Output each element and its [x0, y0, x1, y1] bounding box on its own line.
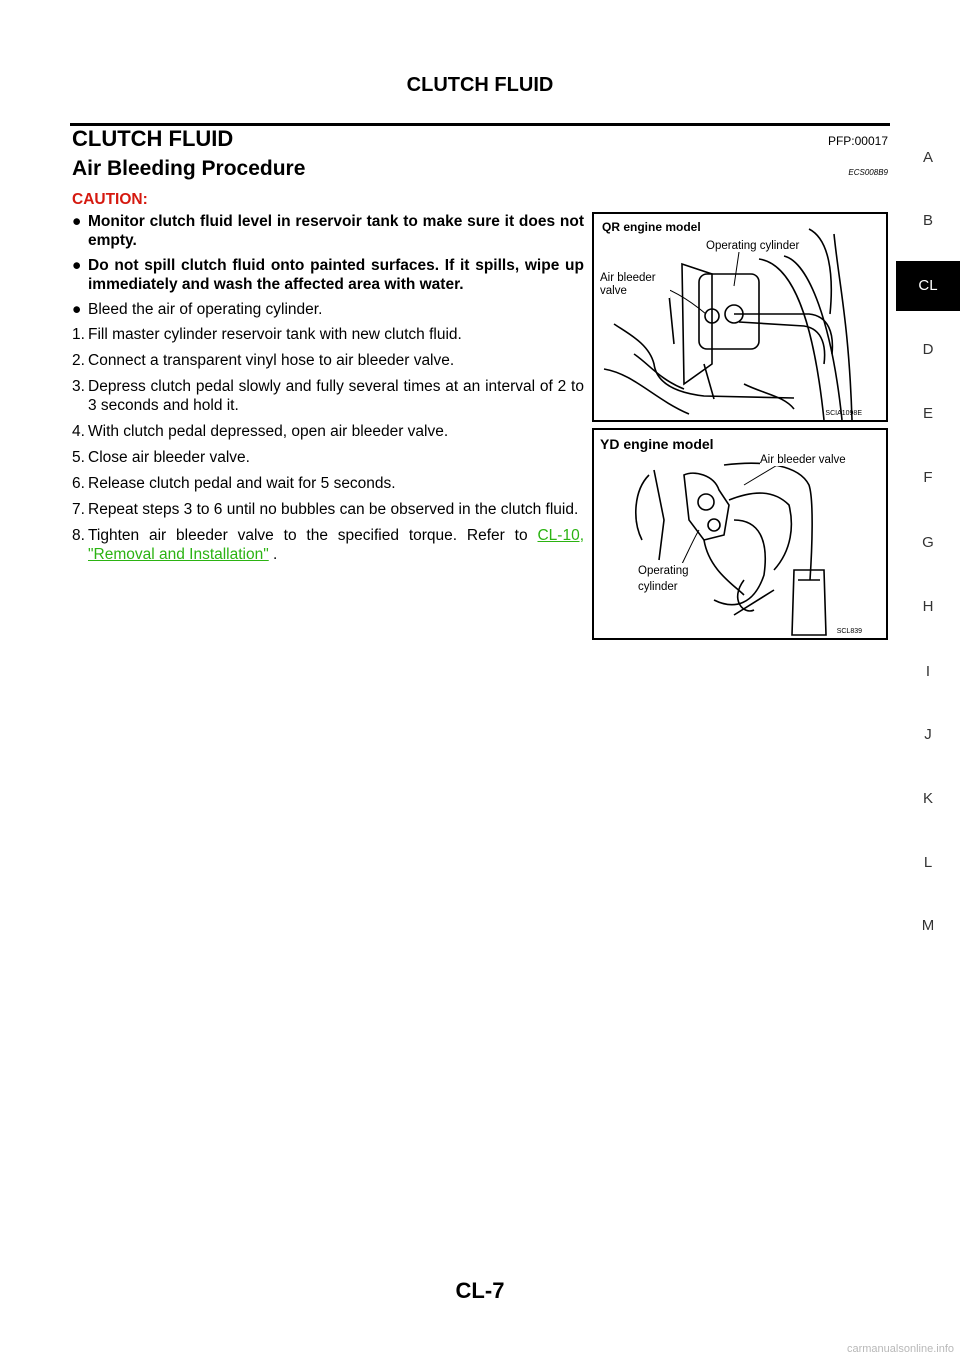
section-code: PFP:00017 — [827, 134, 888, 148]
procedure-body — [72, 190, 584, 571]
caution-item — [72, 256, 584, 294]
figure-label: Operating cylinder — [706, 240, 800, 252]
step-text: Depress clutch pedal slowly and fully several times at an interval of 2 to 3 seconds and hold it. — [88, 378, 584, 414]
step — [72, 474, 584, 493]
running-header: CLUTCH FLUID — [406, 74, 554, 96]
figure-label: Operating cylinder — [638, 563, 708, 595]
side-tab-a[interactable]: A — [922, 149, 933, 166]
cross-reference-link[interactable]: CL-10, "Removal and Installation" — [88, 527, 585, 563]
subsection-title: Air Bleeding Procedure — [72, 157, 306, 180]
step-number: 3. — [72, 378, 85, 395]
bullet-icon: ● — [72, 301, 82, 318]
side-tab-d[interactable]: D — [922, 341, 934, 358]
bullet-icon: ● — [72, 257, 82, 274]
note-text: Bleed the air of operating cylinder. — [88, 301, 323, 318]
step — [72, 526, 584, 564]
caution-text: Do not spill clutch fluid onto painted surfaces. If it spills, wipe up immediately and wash the affected area with water. — [88, 257, 584, 293]
step-number: 4. — [72, 423, 85, 440]
caution-item — [72, 212, 584, 250]
figure-label: Air bleeder valve — [600, 272, 670, 298]
figure-code: SCIA1098E — [825, 410, 862, 417]
side-tab-j[interactable]: J — [924, 726, 932, 743]
caution-text: Monitor clutch fluid level in reservoir tank to make sure it does not empty. — [88, 213, 584, 249]
side-tab-g[interactable]: G — [922, 534, 934, 551]
step-text: Fill master cylinder reservoir tank with new clutch fluid. — [88, 326, 462, 343]
step — [72, 351, 584, 370]
section-title: CLUTCH FLUID — [72, 126, 234, 151]
step-text: Connect a transparent vinyl hose to air bleeder valve. — [88, 352, 455, 369]
step — [72, 500, 584, 519]
side-tab-i[interactable]: I — [925, 663, 931, 680]
step-text — [88, 526, 584, 564]
step — [72, 448, 584, 467]
note-item — [72, 300, 584, 319]
side-tab-cl-active[interactable]: CL — [896, 261, 960, 311]
step-number: 8. — [72, 527, 85, 544]
step-text: Repeat steps 3 to 6 until no bubbles can be observed in the clutch fluid. — [88, 501, 579, 518]
side-tab-l[interactable]: L — [923, 854, 933, 871]
step-text-end: . — [268, 546, 278, 563]
step-text: Release clutch pedal and wait for 5 seconds. — [88, 475, 396, 492]
side-tab-e[interactable]: E — [922, 405, 933, 422]
step — [72, 377, 584, 415]
side-tab-h[interactable]: H — [922, 598, 934, 615]
side-tab-f[interactable]: F — [923, 469, 933, 486]
side-tab-b[interactable]: B — [922, 212, 933, 229]
step-number: 1. — [72, 326, 85, 343]
caution-label: CAUTION: — [72, 191, 148, 208]
step-text: With clutch pedal depressed, open air bleeder valve. — [88, 423, 449, 440]
figure-code: SCL839 — [836, 628, 862, 635]
step-number: 6. — [72, 475, 85, 492]
qr-engine-figure — [592, 212, 888, 422]
page-number: CL-7 — [455, 1278, 505, 1303]
step — [72, 422, 584, 441]
figure-label: Air bleeder valve — [760, 454, 846, 466]
side-tab-k[interactable]: K — [922, 790, 933, 807]
bullet-icon: ● — [72, 213, 82, 230]
step-number: 7. — [72, 501, 85, 518]
watermark: carmanualsonline.info — [846, 1343, 954, 1355]
yd-engine-figure — [592, 428, 888, 640]
step-number: 5. — [72, 449, 85, 466]
step — [72, 325, 584, 344]
figure-title: QR engine model — [602, 220, 701, 234]
subsection-code: ECS008B9 — [848, 168, 888, 177]
step-text-main: Tighten air bleeder valve to the specified torque. Refer to — [88, 527, 528, 544]
figure-title: YD engine model — [600, 436, 714, 452]
step-text: Close air bleeder valve. — [88, 449, 250, 466]
step-number: 2. — [72, 352, 85, 369]
side-tab-m[interactable]: M — [921, 917, 935, 934]
